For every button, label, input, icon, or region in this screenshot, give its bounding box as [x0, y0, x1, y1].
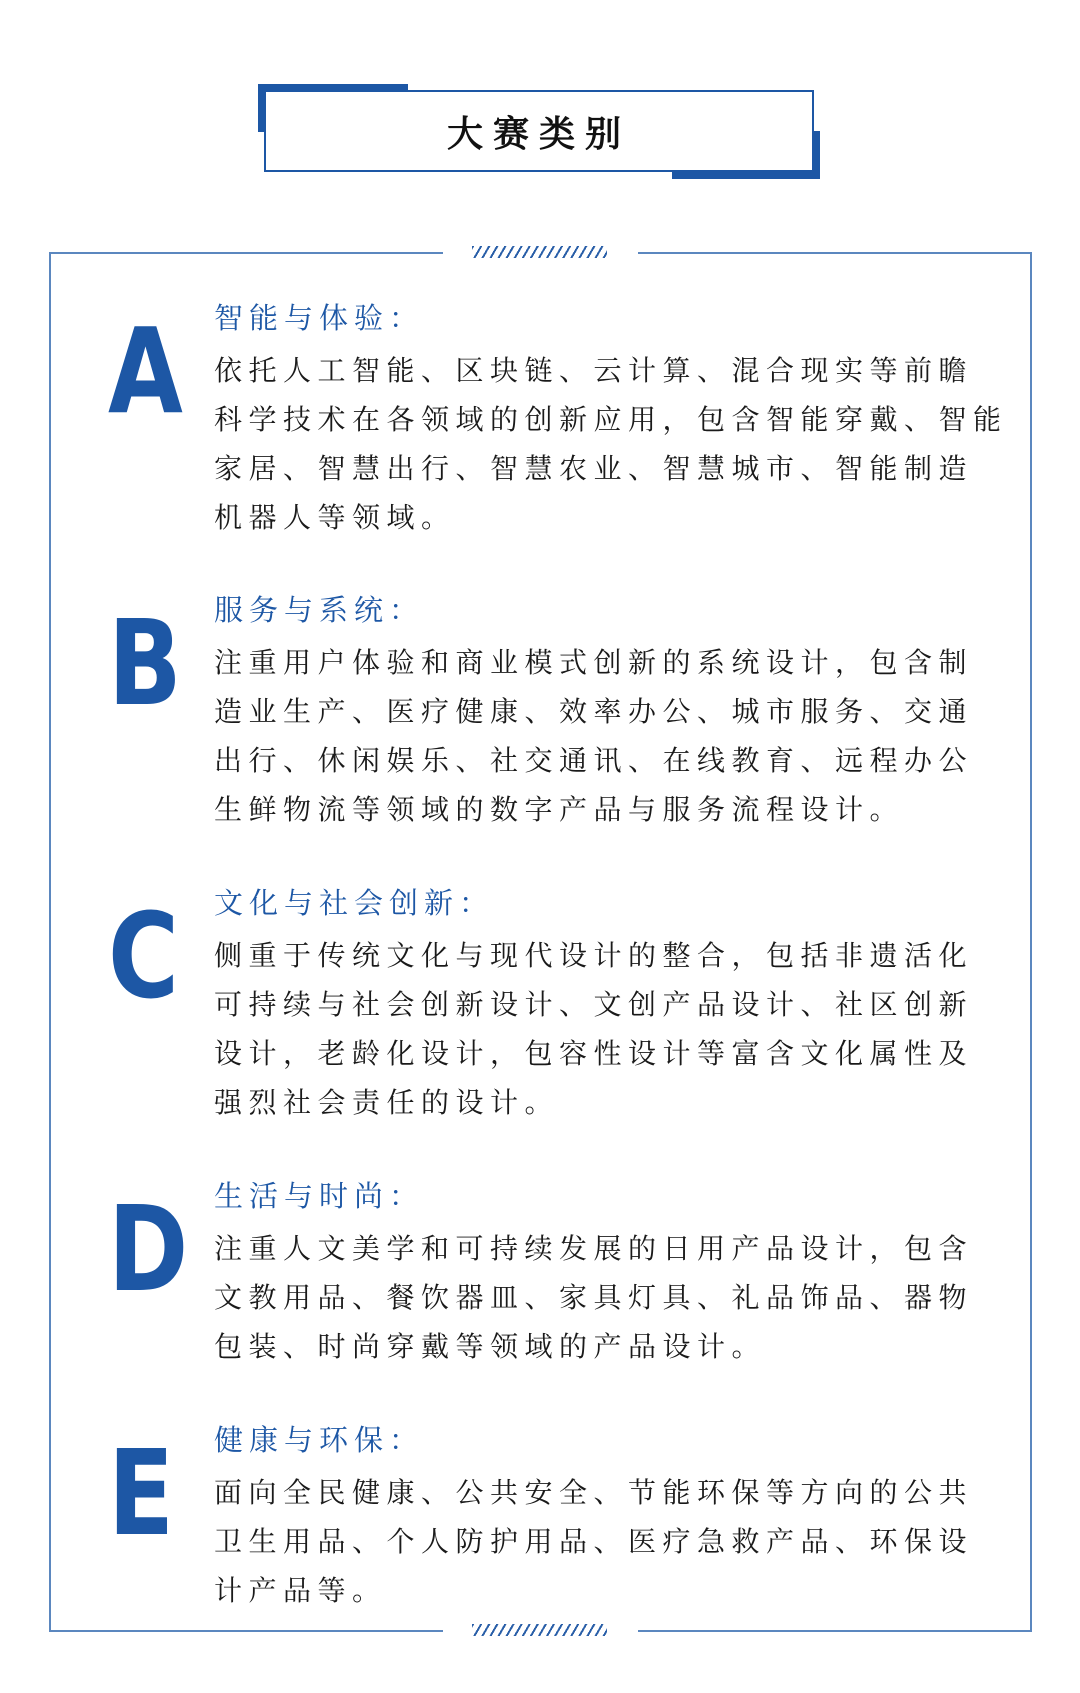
category-title: 智能与体验： [214, 301, 425, 335]
description-line: 科学技术在各领域的创新应用，包含智能穿戴、智能 [214, 403, 1008, 436]
category-title: 生活与时尚： [214, 1179, 425, 1213]
hatch-divider-top [472, 246, 607, 258]
description-line: 家居、智慧出行、智慧农业、智慧城市、智能制造 [214, 452, 974, 485]
description-line: 注重用户体验和商业模式创新的系统设计，包含制 [214, 646, 974, 679]
category-title: 文化与社会创新： [214, 886, 495, 920]
category-letter: A [108, 302, 183, 440]
category-description [214, 638, 1014, 834]
category-description [214, 931, 1014, 1127]
category-title: 健康与环保： [214, 1423, 425, 1457]
description-line: 注重人文美学和可持续发展的日用产品设计，包含 [214, 1232, 974, 1265]
category-title: 服务与系统： [214, 593, 425, 627]
description-line: 生鲜物流等领域的数字产品与服务流程设计。 [214, 793, 905, 826]
description-line: 卫生用品、个人防护用品、医疗急救产品、环保设 [214, 1525, 974, 1558]
description-line: 强烈社会责任的设计。 [214, 1086, 560, 1119]
description-line: 可持续与社会创新设计、文创产品设计、社区创新 [214, 988, 974, 1021]
description-line: 依托人工智能、区块链、云计算、混合现实等前瞻 [214, 354, 974, 387]
description-line: 造业生产、医疗健康、效率办公、城市服务、交通 [214, 695, 974, 728]
description-line: 计产品等。 [214, 1574, 387, 1607]
page-title: 大赛类别 [446, 113, 631, 155]
hatch-divider-bottom [472, 1624, 607, 1636]
category-letter: C [108, 887, 180, 1025]
description-line: 设计，老龄化设计，包容性设计等富含文化属性及 [214, 1037, 974, 1070]
description-line: 文教用品、餐饮器皿、家具灯具、礼品饰品、器物 [214, 1281, 974, 1314]
category-description [214, 346, 1014, 542]
title-corner-accent-bottom [672, 171, 820, 179]
description-line: 机器人等领域。 [214, 501, 456, 534]
description-line: 侧重于传统文化与现代设计的整合，包括非遗活化 [214, 939, 974, 972]
description-line: 包装、时尚穿戴等领域的产品设计。 [214, 1330, 767, 1363]
description-line: 面向全民健康、公共安全、节能环保等方向的公共 [214, 1476, 974, 1509]
category-letter: D [108, 1180, 189, 1318]
description-line: 出行、休闲娱乐、社交通讯、在线教育、远程办公 [214, 744, 974, 777]
category-description [214, 1224, 1014, 1371]
category-description [214, 1468, 1014, 1615]
category-letter: B [108, 594, 182, 732]
category-letter: E [108, 1424, 175, 1562]
